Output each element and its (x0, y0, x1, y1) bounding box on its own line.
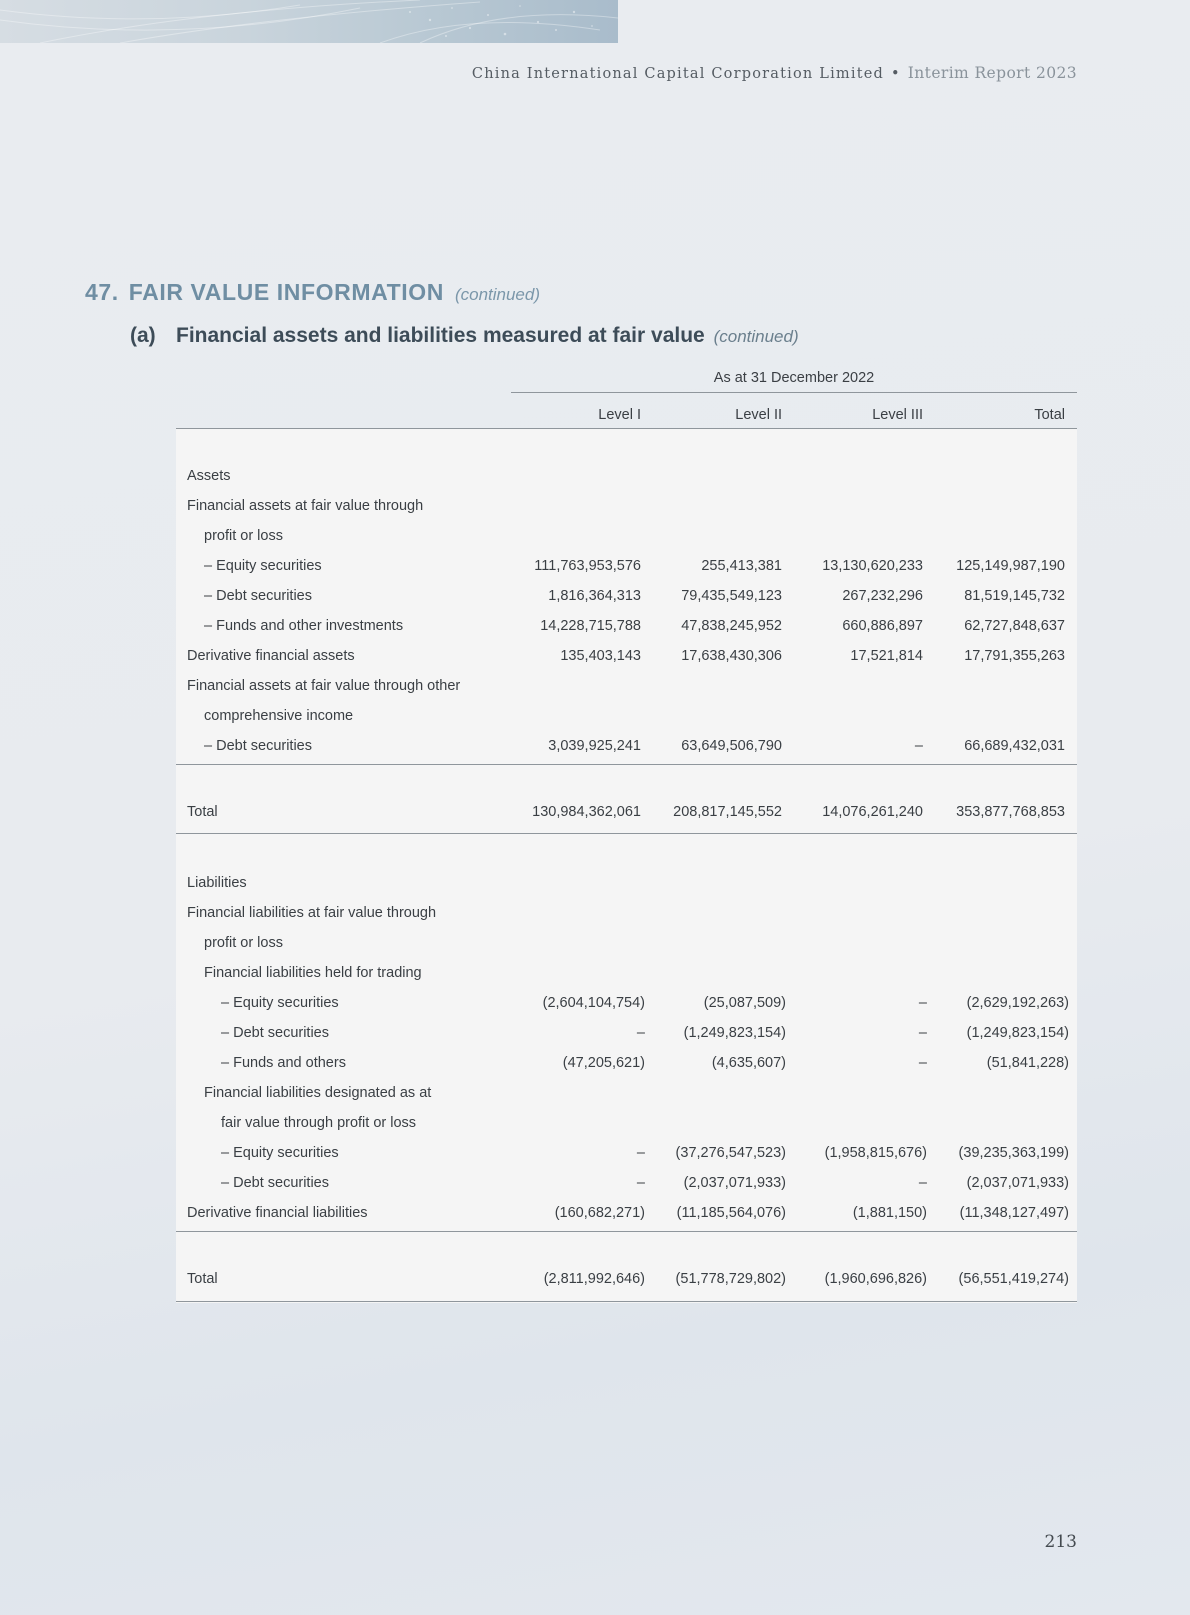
table-rule (176, 1301, 1077, 1302)
cell-total: (56,551,419,274) (958, 1271, 1069, 1287)
cell-level-1: – (636, 1145, 645, 1161)
subsection-index: (a) (130, 324, 156, 347)
table-total-row (176, 1265, 1077, 1295)
cell-level-3: 267,232,296 (842, 588, 923, 604)
cell-level-3: 17,521,814 (850, 648, 923, 664)
row-label: – Debt securities (204, 738, 312, 754)
cell-total: 17,791,355,263 (964, 648, 1065, 664)
cell-level-3: – (918, 1175, 927, 1191)
cell-level-1: 14,228,715,788 (540, 618, 641, 634)
table-total-row (176, 798, 1077, 828)
table-rule (176, 764, 1077, 765)
cell-level-1: (47,205,621) (562, 1055, 645, 1071)
table-row (176, 1139, 1077, 1169)
cell-level-2: (4,635,607) (711, 1055, 786, 1071)
section-title: FAIR VALUE INFORMATION (128, 279, 444, 305)
cell-level-1: 130,984,362,061 (532, 804, 641, 820)
cell-level-1: 111,763,953,576 (534, 558, 641, 574)
cell-level-3: (1,881,150) (852, 1205, 927, 1221)
table-row (176, 612, 1077, 642)
table-row (176, 522, 1077, 552)
cell-level-2: (1,249,823,154) (683, 1025, 786, 1041)
fair-value-table-body (176, 429, 1077, 1303)
table-row (176, 702, 1077, 732)
subsection-continued: (continued) (713, 327, 799, 346)
row-label: – Debt securities (221, 1175, 329, 1191)
cell-level-2: (11,185,564,076) (676, 1205, 786, 1221)
table-rule (176, 833, 1077, 834)
row-label: – Funds and other investments (204, 618, 404, 634)
row-label: fair value through profit or loss (221, 1115, 417, 1131)
row-label: Financial liabilities held for trading (204, 965, 422, 981)
running-header (472, 64, 1077, 82)
header-separator: • (891, 66, 901, 82)
cell-level-3: – (914, 738, 923, 754)
cell-level-3: – (918, 1055, 927, 1071)
row-label: – Equity securities (221, 995, 339, 1011)
row-label: – Funds and others (221, 1055, 346, 1071)
row-label: – Equity securities (221, 1145, 339, 1161)
table-row (176, 989, 1077, 1019)
page-number: 213 (1044, 1532, 1077, 1552)
cell-level-1: 3,039,925,241 (548, 738, 641, 754)
cell-level-2: (37,276,547,523) (675, 1145, 786, 1161)
row-label: comprehensive income (204, 708, 354, 724)
cell-total: (2,037,071,933) (966, 1175, 1069, 1191)
table-row (176, 462, 1077, 492)
cell-level-2: 79,435,549,123 (681, 588, 782, 604)
table-column-headers (176, 406, 1077, 429)
cell-total: 66,689,432,031 (964, 738, 1065, 754)
table-row (176, 672, 1077, 702)
table-row (176, 552, 1077, 582)
cell-total: 62,727,848,637 (964, 618, 1065, 634)
cell-level-3: – (918, 1025, 927, 1041)
column-header-level-3: Level III (872, 407, 923, 423)
cell-total: 353,877,768,853 (956, 804, 1065, 820)
cell-level-3: 14,076,261,240 (822, 804, 923, 820)
table-row (176, 1079, 1077, 1109)
cell-level-1: (160,682,271) (554, 1205, 645, 1221)
table-row (176, 899, 1077, 929)
cell-level-3: (1,960,696,826) (824, 1271, 927, 1287)
row-label: Financial liabilities designated as at (204, 1085, 432, 1101)
cell-total: (51,841,228) (986, 1055, 1069, 1071)
row-label: Total (187, 804, 218, 820)
cell-level-2: 47,838,245,952 (681, 618, 782, 634)
row-label: Financial liabilities at fair value through (187, 905, 437, 921)
table-rule (176, 1231, 1077, 1232)
section-continued: (continued) (454, 285, 541, 304)
table-row (176, 869, 1077, 899)
table-period-header: As at 31 December 2022 (511, 370, 1077, 393)
cell-total: (39,235,363,199) (958, 1145, 1069, 1161)
row-label: – Debt securities (221, 1025, 329, 1041)
subsection-heading (130, 324, 799, 348)
row-label: Assets (187, 468, 231, 484)
report-title: Interim Report 2023 (907, 64, 1077, 82)
company-name: China International Capital Corporation Limited (471, 66, 885, 82)
cell-level-1: – (636, 1175, 645, 1191)
cell-total: 125,149,987,190 (956, 558, 1065, 574)
cell-level-2: 255,413,381 (701, 558, 782, 574)
cell-level-1: 135,403,143 (560, 648, 641, 664)
cell-level-1: (2,811,992,646) (543, 1271, 645, 1287)
cell-level-2: (25,087,509) (703, 995, 786, 1011)
cell-level-3: (1,958,815,676) (824, 1145, 927, 1161)
row-label: Financial assets at fair value through other (187, 678, 461, 694)
table-row (176, 1019, 1077, 1049)
table-row (176, 582, 1077, 612)
row-label: – Equity securities (204, 558, 322, 574)
cell-total: 81,519,145,732 (964, 588, 1065, 604)
section-number: 47. (85, 279, 119, 305)
cell-total: (11,348,127,497) (959, 1205, 1069, 1221)
cell-level-3: 660,886,897 (842, 618, 923, 634)
cell-level-1: 1,816,364,313 (548, 588, 641, 604)
row-label: Liabilities (187, 875, 247, 891)
cell-level-1: – (636, 1025, 645, 1041)
table-row (176, 732, 1077, 762)
section-heading (85, 279, 540, 306)
table-row (176, 1109, 1077, 1139)
column-header-level-2: Level II (735, 407, 782, 423)
cell-total: (2,629,192,263) (966, 995, 1069, 1011)
row-label: Derivative financial assets (187, 648, 355, 664)
row-label: profit or loss (204, 528, 283, 544)
table-row (176, 1169, 1077, 1199)
cell-level-2: 208,817,145,552 (673, 804, 782, 820)
cell-level-3: – (918, 995, 927, 1011)
table-row (176, 1049, 1077, 1079)
cell-level-2: 17,638,430,306 (681, 648, 782, 664)
table-row (176, 642, 1077, 672)
row-label: – Debt securities (204, 588, 312, 604)
table-row (176, 1199, 1077, 1229)
row-label: profit or loss (204, 935, 283, 951)
row-label: Derivative financial liabilities (187, 1205, 368, 1221)
cell-level-1: (2,604,104,754) (542, 995, 645, 1011)
column-header-level-1: Level I (598, 407, 641, 423)
cell-total: (1,249,823,154) (966, 1025, 1069, 1041)
cell-level-2: (2,037,071,933) (683, 1175, 786, 1191)
column-header-total: Total (1034, 407, 1065, 423)
table-row (176, 959, 1077, 989)
cell-level-3: 13,130,620,233 (822, 558, 923, 574)
cell-level-2: 63,649,506,790 (681, 738, 782, 754)
row-label: Total (187, 1271, 218, 1287)
row-label: Financial assets at fair value through (187, 498, 424, 514)
subsection-title: Financial assets and liabilities measured at fair value (176, 324, 705, 347)
table-row (176, 929, 1077, 959)
cell-level-2: (51,778,729,802) (675, 1271, 786, 1287)
header-banner-image (0, 0, 618, 43)
table-row (176, 492, 1077, 522)
